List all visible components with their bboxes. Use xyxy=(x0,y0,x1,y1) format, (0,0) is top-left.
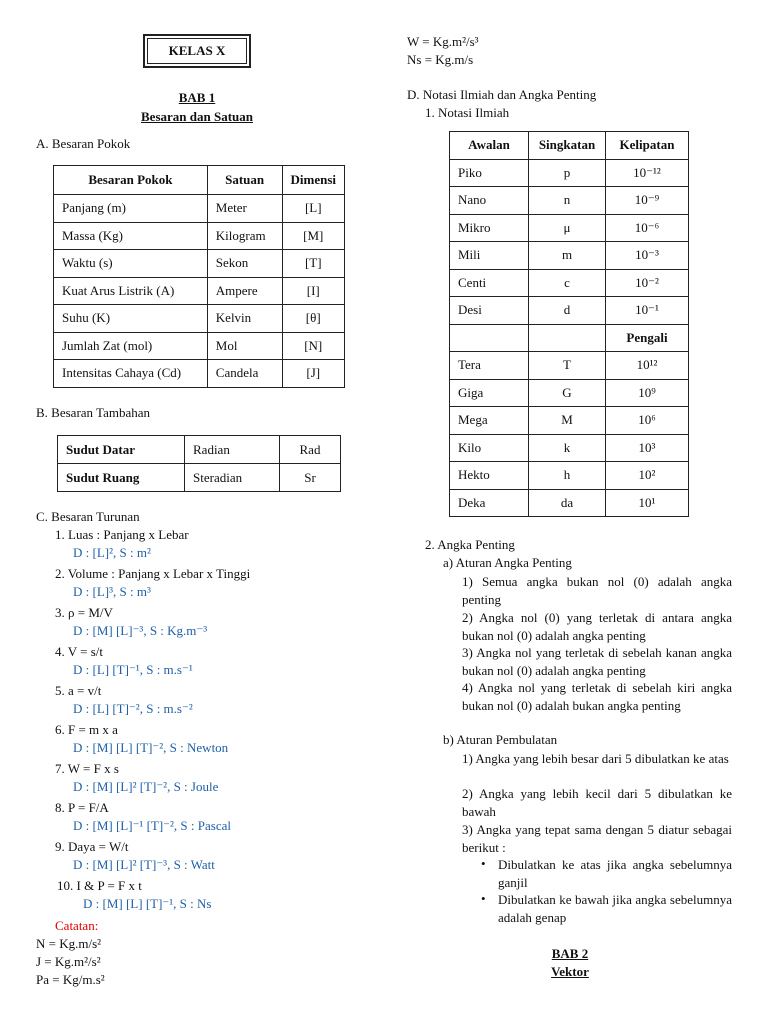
table-cell: Kilogram xyxy=(207,222,282,250)
bullet-icon: • xyxy=(481,856,486,871)
table-cell: 10⁻⁶ xyxy=(606,214,689,242)
table-row xyxy=(450,242,689,270)
table-cell: 10⁹ xyxy=(606,379,689,407)
table-cell: 10⁻² xyxy=(606,269,689,297)
table-cell: Sudut Datar xyxy=(58,436,185,464)
table-cell: Kelvin xyxy=(207,305,282,333)
aturan-item: 3) Angka nol yang terletak di sebelah kanan angka bukan nol (0) adalah angka penting xyxy=(462,645,732,678)
table-row xyxy=(58,464,341,492)
table-cell: 10⁻¹ xyxy=(606,297,689,325)
table-cell: Centi xyxy=(450,269,529,297)
besaran-tambahan-table xyxy=(57,435,341,492)
table-cell: Sekon xyxy=(207,250,282,278)
table-cell: h xyxy=(529,462,606,490)
table-header-cell: Dimensi xyxy=(282,166,345,195)
table-cell: 10³ xyxy=(606,434,689,462)
table-row xyxy=(450,214,689,242)
dimension-line: D : [L] [T]⁻², S : m.s⁻² xyxy=(73,701,193,716)
table-row xyxy=(54,332,345,360)
kelas-box xyxy=(143,34,251,68)
table-header-row xyxy=(54,166,345,195)
table-header-cell: Besaran Pokok xyxy=(54,166,208,195)
table-row xyxy=(450,379,689,407)
table-row xyxy=(54,305,345,333)
table-cell: Desi xyxy=(450,297,529,325)
table-cell: Jumlah Zat (mol) xyxy=(54,332,208,360)
table-cell xyxy=(529,324,606,352)
aturan-angka-penting-heading: a) Aturan Angka Penting xyxy=(443,555,572,570)
table-header-cell: Kelipatan xyxy=(606,132,689,160)
table-cell: Kilo xyxy=(450,434,529,462)
table-cell: Panjang (m) xyxy=(54,195,208,223)
table-cell: 10¹ xyxy=(606,489,689,517)
table-cell: T xyxy=(529,352,606,380)
formula-line: 2. Volume : Panjang x Lebar x Tinggi xyxy=(55,566,251,581)
bab1-subtitle: Besaran dan Satuan xyxy=(141,109,253,124)
table-row xyxy=(54,222,345,250)
table-row xyxy=(450,489,689,517)
notasi-ilmiah-table xyxy=(449,131,689,517)
table-cell: Massa (Kg) xyxy=(54,222,208,250)
table-cell: Sudut Ruang xyxy=(58,464,185,492)
table-cell: 10² xyxy=(606,462,689,490)
table-cell: da xyxy=(529,489,606,517)
besaran-pokok-table xyxy=(53,165,345,388)
dimension-line: D : [M] [L] [T]⁻¹, S : Ns xyxy=(83,896,212,911)
bab2-subtitle: Vektor xyxy=(551,964,589,979)
table-cell: μ xyxy=(529,214,606,242)
table-cell: [I] xyxy=(282,277,345,305)
table-row xyxy=(450,297,689,325)
angka-penting-heading: 2. Angka Penting xyxy=(425,537,515,552)
table-cell: [M] xyxy=(282,222,345,250)
aturan-pembulatan-heading: b) Aturan Pembulatan xyxy=(443,732,558,747)
dimension-line: D : [M] [L] [T]⁻², S : Newton xyxy=(73,740,229,755)
table-cell: Meter xyxy=(207,195,282,223)
dimension-line: D : [L]², S : m² xyxy=(73,545,151,560)
dimension-line: D : [M] [L]² [T]⁻², S : Joule xyxy=(73,779,219,794)
table-cell: Deka xyxy=(450,489,529,517)
note-line: W = Kg.m²/s³ xyxy=(407,34,479,49)
table-cell: Rad xyxy=(280,436,341,464)
table-row xyxy=(54,250,345,278)
table-cell: Waktu (s) xyxy=(54,250,208,278)
formula-line: 10. I & P = F x t xyxy=(57,878,142,893)
table-row xyxy=(450,434,689,462)
table-cell: Piko xyxy=(450,159,529,187)
table-row xyxy=(450,324,689,352)
table-cell: [θ] xyxy=(282,305,345,333)
table-cell: Radian xyxy=(185,436,280,464)
note-line: N = Kg.m/s² xyxy=(36,936,102,951)
bullet-item: Dibulatkan ke atas jika angka sebelumnya ganjil xyxy=(498,857,732,890)
table-cell: 10⁻³ xyxy=(606,242,689,270)
table-cell: [T] xyxy=(282,250,345,278)
table-cell: [J] xyxy=(282,360,345,388)
table-header-cell: Awalan xyxy=(450,132,529,160)
formula-line: 5. a = v/t xyxy=(55,683,102,698)
table-cell: Candela xyxy=(207,360,282,388)
table-cell: Sr xyxy=(280,464,341,492)
table-cell: M xyxy=(529,407,606,435)
table-cell: Mikro xyxy=(450,214,529,242)
bullet-item: Dibulatkan ke bawah jika angka sebelumnya adalah genap xyxy=(498,892,732,925)
bullet-icon: • xyxy=(481,891,486,906)
table-header-cell: Satuan xyxy=(207,166,282,195)
formula-line: 1. Luas : Panjang x Lebar xyxy=(55,527,189,542)
table-cell: [N] xyxy=(282,332,345,360)
aturan-item: 4) Angka nol yang terletak di sebelah kiri angka bukan nol (0) adalah bukan angka penting xyxy=(462,680,732,713)
table-cell: c xyxy=(529,269,606,297)
table-cell xyxy=(450,324,529,352)
table-cell: 10¹² xyxy=(606,352,689,380)
table-cell: d xyxy=(529,297,606,325)
table-cell: Mili xyxy=(450,242,529,270)
section-c-heading: C. Besaran Turunan xyxy=(36,509,140,524)
table-cell: Ampere xyxy=(207,277,282,305)
pembulatan-item: 1) Angka yang lebih besar dari 5 dibulatkan ke atas xyxy=(462,751,729,766)
table-cell: k xyxy=(529,434,606,462)
table-cell: Intensitas Cahaya (Cd) xyxy=(54,360,208,388)
bab2-title: BAB 2 xyxy=(551,946,589,961)
table-row xyxy=(54,277,345,305)
table-row xyxy=(450,407,689,435)
table-cell: 10⁻¹² xyxy=(606,159,689,187)
table-row xyxy=(450,352,689,380)
aturan-item: 2) Angka nol (0) yang terletak di antara angka bukan nol (0) adalah angka penting xyxy=(462,610,732,643)
table-header-row xyxy=(450,132,689,160)
dimension-line: D : [M] [L]⁻¹ [T]⁻², S : Pascal xyxy=(73,818,231,833)
table-cell: Steradian xyxy=(185,464,280,492)
table-cell: Giga xyxy=(450,379,529,407)
note-line: J = Kg.m²/s² xyxy=(36,954,101,969)
table-row xyxy=(58,436,341,464)
pengali-header: Pengali xyxy=(606,324,689,352)
bab1-title: BAB 1 xyxy=(178,90,216,105)
aturan-item: 1) Semua angka bukan nol (0) adalah angka penting xyxy=(462,574,732,607)
table-row xyxy=(450,159,689,187)
table-cell: Mega xyxy=(450,407,529,435)
notasi-ilmiah-heading: 1. Notasi Ilmiah xyxy=(425,105,510,120)
formula-line: 8. P = F/A xyxy=(55,800,109,815)
table-cell: 10⁻⁹ xyxy=(606,187,689,215)
note-line: Pa = Kg/m.s² xyxy=(36,972,105,987)
section-a-heading: A. Besaran Pokok xyxy=(36,136,131,151)
catatan-label: Catatan: xyxy=(55,918,99,933)
section-b-heading: B. Besaran Tambahan xyxy=(36,405,151,420)
kelas-label: KELAS X xyxy=(147,38,247,64)
table-cell: Nano xyxy=(450,187,529,215)
formula-line: 6. F = m x a xyxy=(55,722,118,737)
table-row xyxy=(54,195,345,223)
formula-line: 3. ρ = M/V xyxy=(55,605,113,620)
table-row xyxy=(450,269,689,297)
dimension-line: D : [L]³, S : m³ xyxy=(73,584,151,599)
table-row xyxy=(450,187,689,215)
note-line: Ns = Kg.m/s xyxy=(407,52,474,67)
table-header-cell: Singkatan xyxy=(529,132,606,160)
dimension-line: D : [M] [L]² [T]⁻³, S : Watt xyxy=(73,857,215,872)
table-cell: Tera xyxy=(450,352,529,380)
table-cell: Kuat Arus Listrik (A) xyxy=(54,277,208,305)
formula-line: 9. Daya = W/t xyxy=(55,839,129,854)
pembulatan-item: 3) Angka yang tepat sama dengan 5 diatur sebagai berikut : xyxy=(462,822,732,855)
formula-line: 4. V = s/t xyxy=(55,644,104,659)
pembulatan-item: 2) Angka yang lebih kecil dari 5 dibulatkan ke bawah xyxy=(462,786,732,819)
table-cell: p xyxy=(529,159,606,187)
table-row xyxy=(54,360,345,388)
table-cell: 10⁶ xyxy=(606,407,689,435)
dimension-line: D : [M] [L]⁻³, S : Kg.m⁻³ xyxy=(73,623,208,638)
table-cell: Suhu (K) xyxy=(54,305,208,333)
table-cell: [L] xyxy=(282,195,345,223)
formula-line: 7. W = F x s xyxy=(55,761,119,776)
section-d-heading: D. Notasi Ilmiah dan Angka Penting xyxy=(407,87,597,102)
table-cell: G xyxy=(529,379,606,407)
table-cell: Mol xyxy=(207,332,282,360)
table-row xyxy=(450,462,689,490)
table-cell: Hekto xyxy=(450,462,529,490)
table-cell: n xyxy=(529,187,606,215)
dimension-line: D : [L] [T]⁻¹, S : m.s⁻¹ xyxy=(73,662,193,677)
table-cell: m xyxy=(529,242,606,270)
